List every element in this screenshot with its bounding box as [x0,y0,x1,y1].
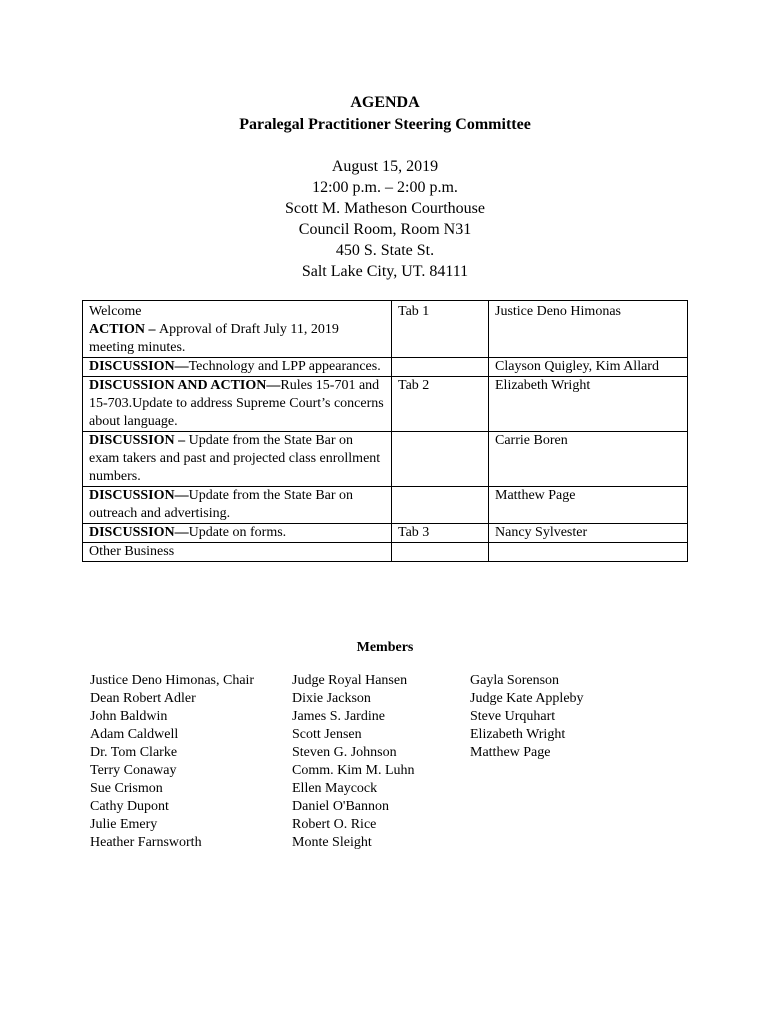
agenda-row [83,543,688,562]
meeting-city: Salt Lake City, UT. 84111 [301,263,469,280]
agenda-tab [392,543,489,562]
member-name: Dr. Tom Clarke [90,745,178,760]
agenda-row [83,432,688,487]
agenda-item-text: Welcome [89,304,142,319]
member-name: Terry Conaway [90,763,177,778]
member-name: James S. Jardine [292,709,385,724]
agenda-item-type: DISCUSSION – [89,433,189,448]
agenda-item-text: Update from the State Bar on exam takers and past and projected class enrollment numbers. [89,433,381,484]
agenda-row [83,377,688,432]
member-name: Ellen Maycock [292,781,378,796]
agenda-tab [392,432,489,487]
agenda-item-text: Update on forms. [188,525,287,540]
agenda-presenter: Matthew Page [489,487,688,524]
meeting-time: 12:00 p.m. – 2:00 p.m. [312,179,458,196]
agenda-tab [392,358,489,377]
agenda-table [82,300,688,562]
agenda-item-type: DISCUSSION AND ACTION— [89,378,281,393]
agenda-item [83,432,392,487]
meeting-street: 450 S. State St. [335,242,435,259]
member-name: Heather Farnsworth [90,835,202,850]
member-name: Justice Deno Himonas, Chair [90,673,255,688]
agenda-item-type: DISCUSSION— [89,359,189,374]
member-name: Dean Robert Adler [90,691,196,706]
agenda-item-line [89,432,385,486]
meeting-building: Scott M. Matheson Courthouse [285,200,485,217]
member-name: Dixie Jackson [292,691,371,706]
agenda-item [83,358,392,377]
agenda-presenter: Nancy Sylvester [489,524,688,543]
agenda-item-line [89,377,385,431]
member-name: John Baldwin [90,709,168,724]
member-name: Steven G. Johnson [292,745,397,760]
agenda-item-line [89,543,385,561]
agenda-row [83,487,688,524]
agenda-item [83,377,392,432]
agenda-presenter: Carrie Boren [489,432,688,487]
agenda-presenter [489,543,688,562]
agenda-item [83,487,392,524]
agenda-item-text: Approval of Draft July 11, 2019 meeting minutes. [89,322,339,355]
agenda-item-line [89,524,385,542]
member-name: Judge Kate Appleby [470,691,584,706]
meeting-date: August 15, 2019 [331,158,439,175]
agenda-row [83,524,688,543]
member-name: Comm. Kim M. Luhn [292,763,415,778]
agenda-item-text: Other Business [89,544,175,559]
member-name: Cathy Dupont [90,799,169,814]
agenda-tab: Tab 3 [392,524,489,543]
agenda-item-text: Update from the State Bar on outreach and advertising. [89,488,354,521]
agenda-presenter: Clayson Quigley, Kim Allard [489,358,688,377]
member-name: Steve Urquhart [470,709,556,724]
member-name: Matthew Page [470,745,551,760]
agenda-item-text: Rules 15-701 and 15-703.Update to address Supreme Court’s concerns about language. [89,378,384,429]
agenda-presenter: Elizabeth Wright [489,377,688,432]
agenda-presenter: Justice Deno Himonas [489,301,688,358]
agenda-item-line [89,487,385,523]
agenda-heading: AGENDA [350,94,420,111]
member-name: Adam Caldwell [90,727,179,742]
members-heading: Members [356,640,414,655]
agenda-item-text: Technology and LPP appearances. [188,359,381,374]
member-name: Scott Jensen [292,727,362,742]
committee-title: Paralegal Practitioner Steering Committee [239,116,531,133]
agenda-item [83,301,392,358]
member-name: Daniel O'Bannon [292,799,390,814]
members-column-2 [292,672,415,852]
agenda-row [83,358,688,377]
member-name: Monte Sleight [292,835,372,850]
member-name: Gayla Sorenson [470,673,560,688]
member-name: Elizabeth Wright [470,727,566,742]
member-name: Julie Emery [90,817,158,832]
member-name: Robert O. Rice [292,817,377,832]
agenda-tab: Tab 1 [392,301,489,358]
member-name: Judge Royal Hansen [292,673,408,688]
agenda-item [83,543,392,562]
members-column-1 [90,672,254,852]
meeting-room: Council Room, Room N31 [298,221,472,238]
agenda-item-type: DISCUSSION— [89,525,189,540]
agenda-item-line [89,358,385,376]
agenda-row [83,301,688,358]
members-column-3 [470,672,584,762]
agenda-item-line [89,303,385,321]
agenda-item-type: DISCUSSION— [89,488,189,503]
member-name: Sue Crismon [90,781,163,796]
agenda-item [83,524,392,543]
agenda-item-type: ACTION – [89,322,160,337]
agenda-tab [392,487,489,524]
agenda-item-line [89,321,385,357]
agenda-tab: Tab 2 [392,377,489,432]
